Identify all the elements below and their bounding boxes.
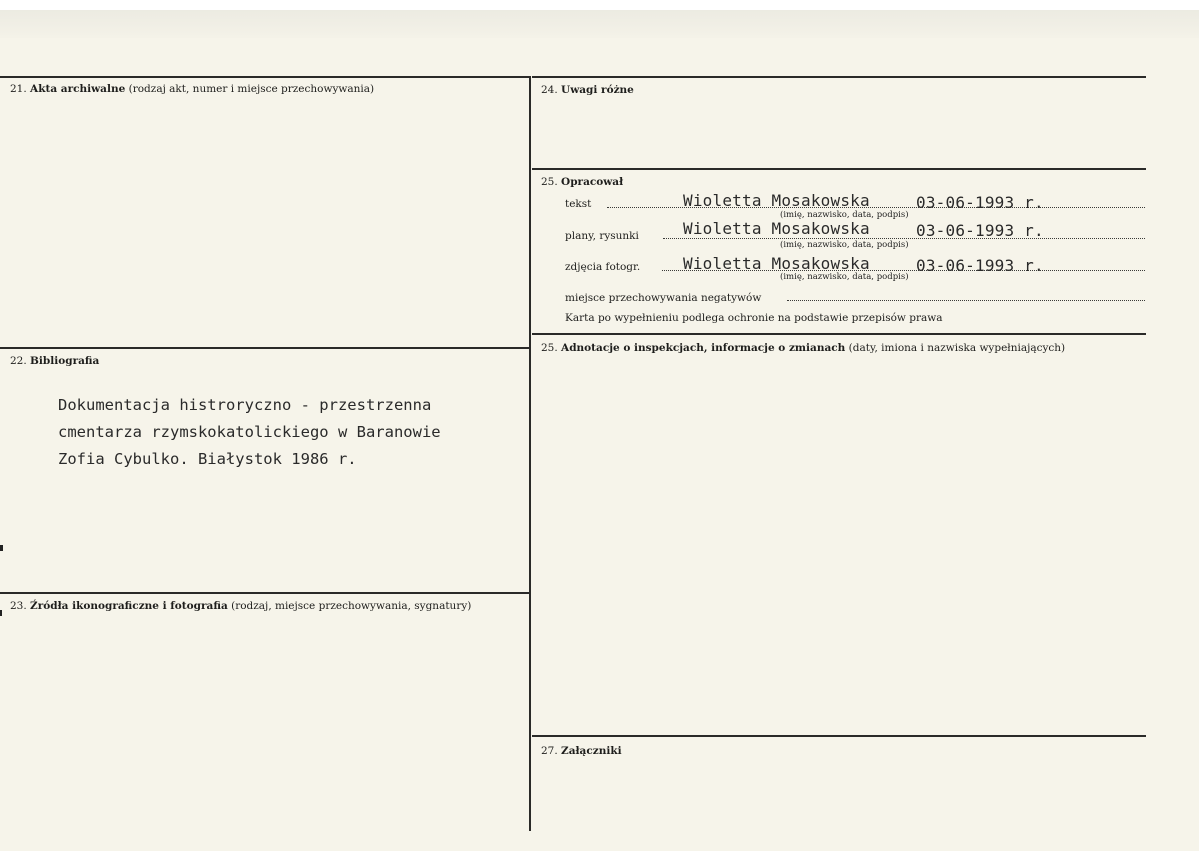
section-25b-heading	[541, 342, 1065, 355]
section-27-number: 27.	[541, 745, 558, 757]
bibliography-line: Dokumentacja histroryczno - przestrzenna	[58, 396, 432, 414]
card-top-edge	[0, 10, 1199, 38]
author-row-label: tekst	[565, 198, 592, 210]
negatives-location-label: miejsce przechowywania negatywów	[565, 292, 762, 304]
section-25b-number: 25.	[541, 342, 558, 354]
right-rule-27	[532, 735, 1146, 737]
section-25b-hint: (daty, imiona i nazwiska wypełniających)	[848, 342, 1066, 354]
author-name: Wioletta Mosakowska	[683, 219, 870, 238]
right-rule-25a	[532, 168, 1146, 170]
section-25a-number: 25.	[541, 176, 558, 188]
section-23-heading	[10, 600, 471, 613]
section-24-number: 24.	[541, 84, 558, 96]
author-row-caption: (imię, nazwisko, data, podpis)	[780, 272, 909, 282]
author-row-label: plany, rysunki	[565, 230, 639, 242]
left-rule-23	[0, 592, 529, 594]
author-row-dotted-line	[663, 238, 1145, 239]
section-22-heading	[10, 355, 99, 368]
right-rule-25b	[532, 333, 1146, 335]
right-top-rule	[532, 76, 1146, 78]
section-22-number: 22.	[10, 355, 27, 367]
negatives-location-dotted-line	[787, 300, 1145, 301]
section-23-title: Źródła ikonograficzne i fotografia	[30, 600, 228, 612]
section-25b-title: Adnotacje o inspekcjach, informacje o zmianach	[561, 342, 846, 354]
section-25a-heading	[541, 176, 623, 189]
section-24-title: Uwagi różne	[561, 84, 634, 96]
scan-edge-mark	[0, 610, 2, 616]
section-21-hint: (rodzaj akt, numer i miejsce przechowywania)	[128, 83, 375, 95]
section-25a-title: Opracował	[561, 176, 624, 188]
author-row-label: zdjęcia fotogr.	[565, 261, 641, 273]
author-date: 03-06-1993 r.	[916, 221, 1044, 240]
section-27-heading	[541, 745, 622, 758]
bibliography-line: Zofia Cybulko. Białystok 1986 r.	[58, 450, 357, 468]
author-date: 03-06-1993 r.	[916, 193, 1044, 212]
left-top-rule	[0, 76, 529, 78]
section-23-number: 23.	[10, 600, 27, 612]
author-date: 03-06-1993 r.	[916, 256, 1044, 275]
section-21-heading	[10, 83, 374, 96]
bibliography-line: cmentarza rzymskokatolickiego w Baranowie	[58, 423, 441, 441]
author-row-caption: (imię, nazwisko, data, podpis)	[780, 240, 909, 250]
section-22-title: Bibliografia	[30, 355, 100, 367]
author-row-caption: (imię, nazwisko, data, podpis)	[780, 210, 909, 220]
section-24-heading	[541, 84, 634, 97]
author-name: Wioletta Mosakowska	[683, 254, 870, 273]
section-23-hint: (rodzaj, miejsce przechowywania, sygnatury)	[231, 600, 472, 612]
scan-edge-mark	[0, 545, 3, 551]
protection-note: Karta po wypełnieniu podlega ochronie na podstawie przepisów prawa	[565, 312, 943, 324]
section-21-title: Akta archiwalne	[30, 83, 126, 95]
section-21-number: 21.	[10, 83, 27, 95]
column-divider	[529, 76, 531, 831]
author-name: Wioletta Mosakowska	[683, 191, 870, 210]
section-27-title: Załączniki	[561, 745, 622, 757]
left-rule-22	[0, 347, 529, 349]
